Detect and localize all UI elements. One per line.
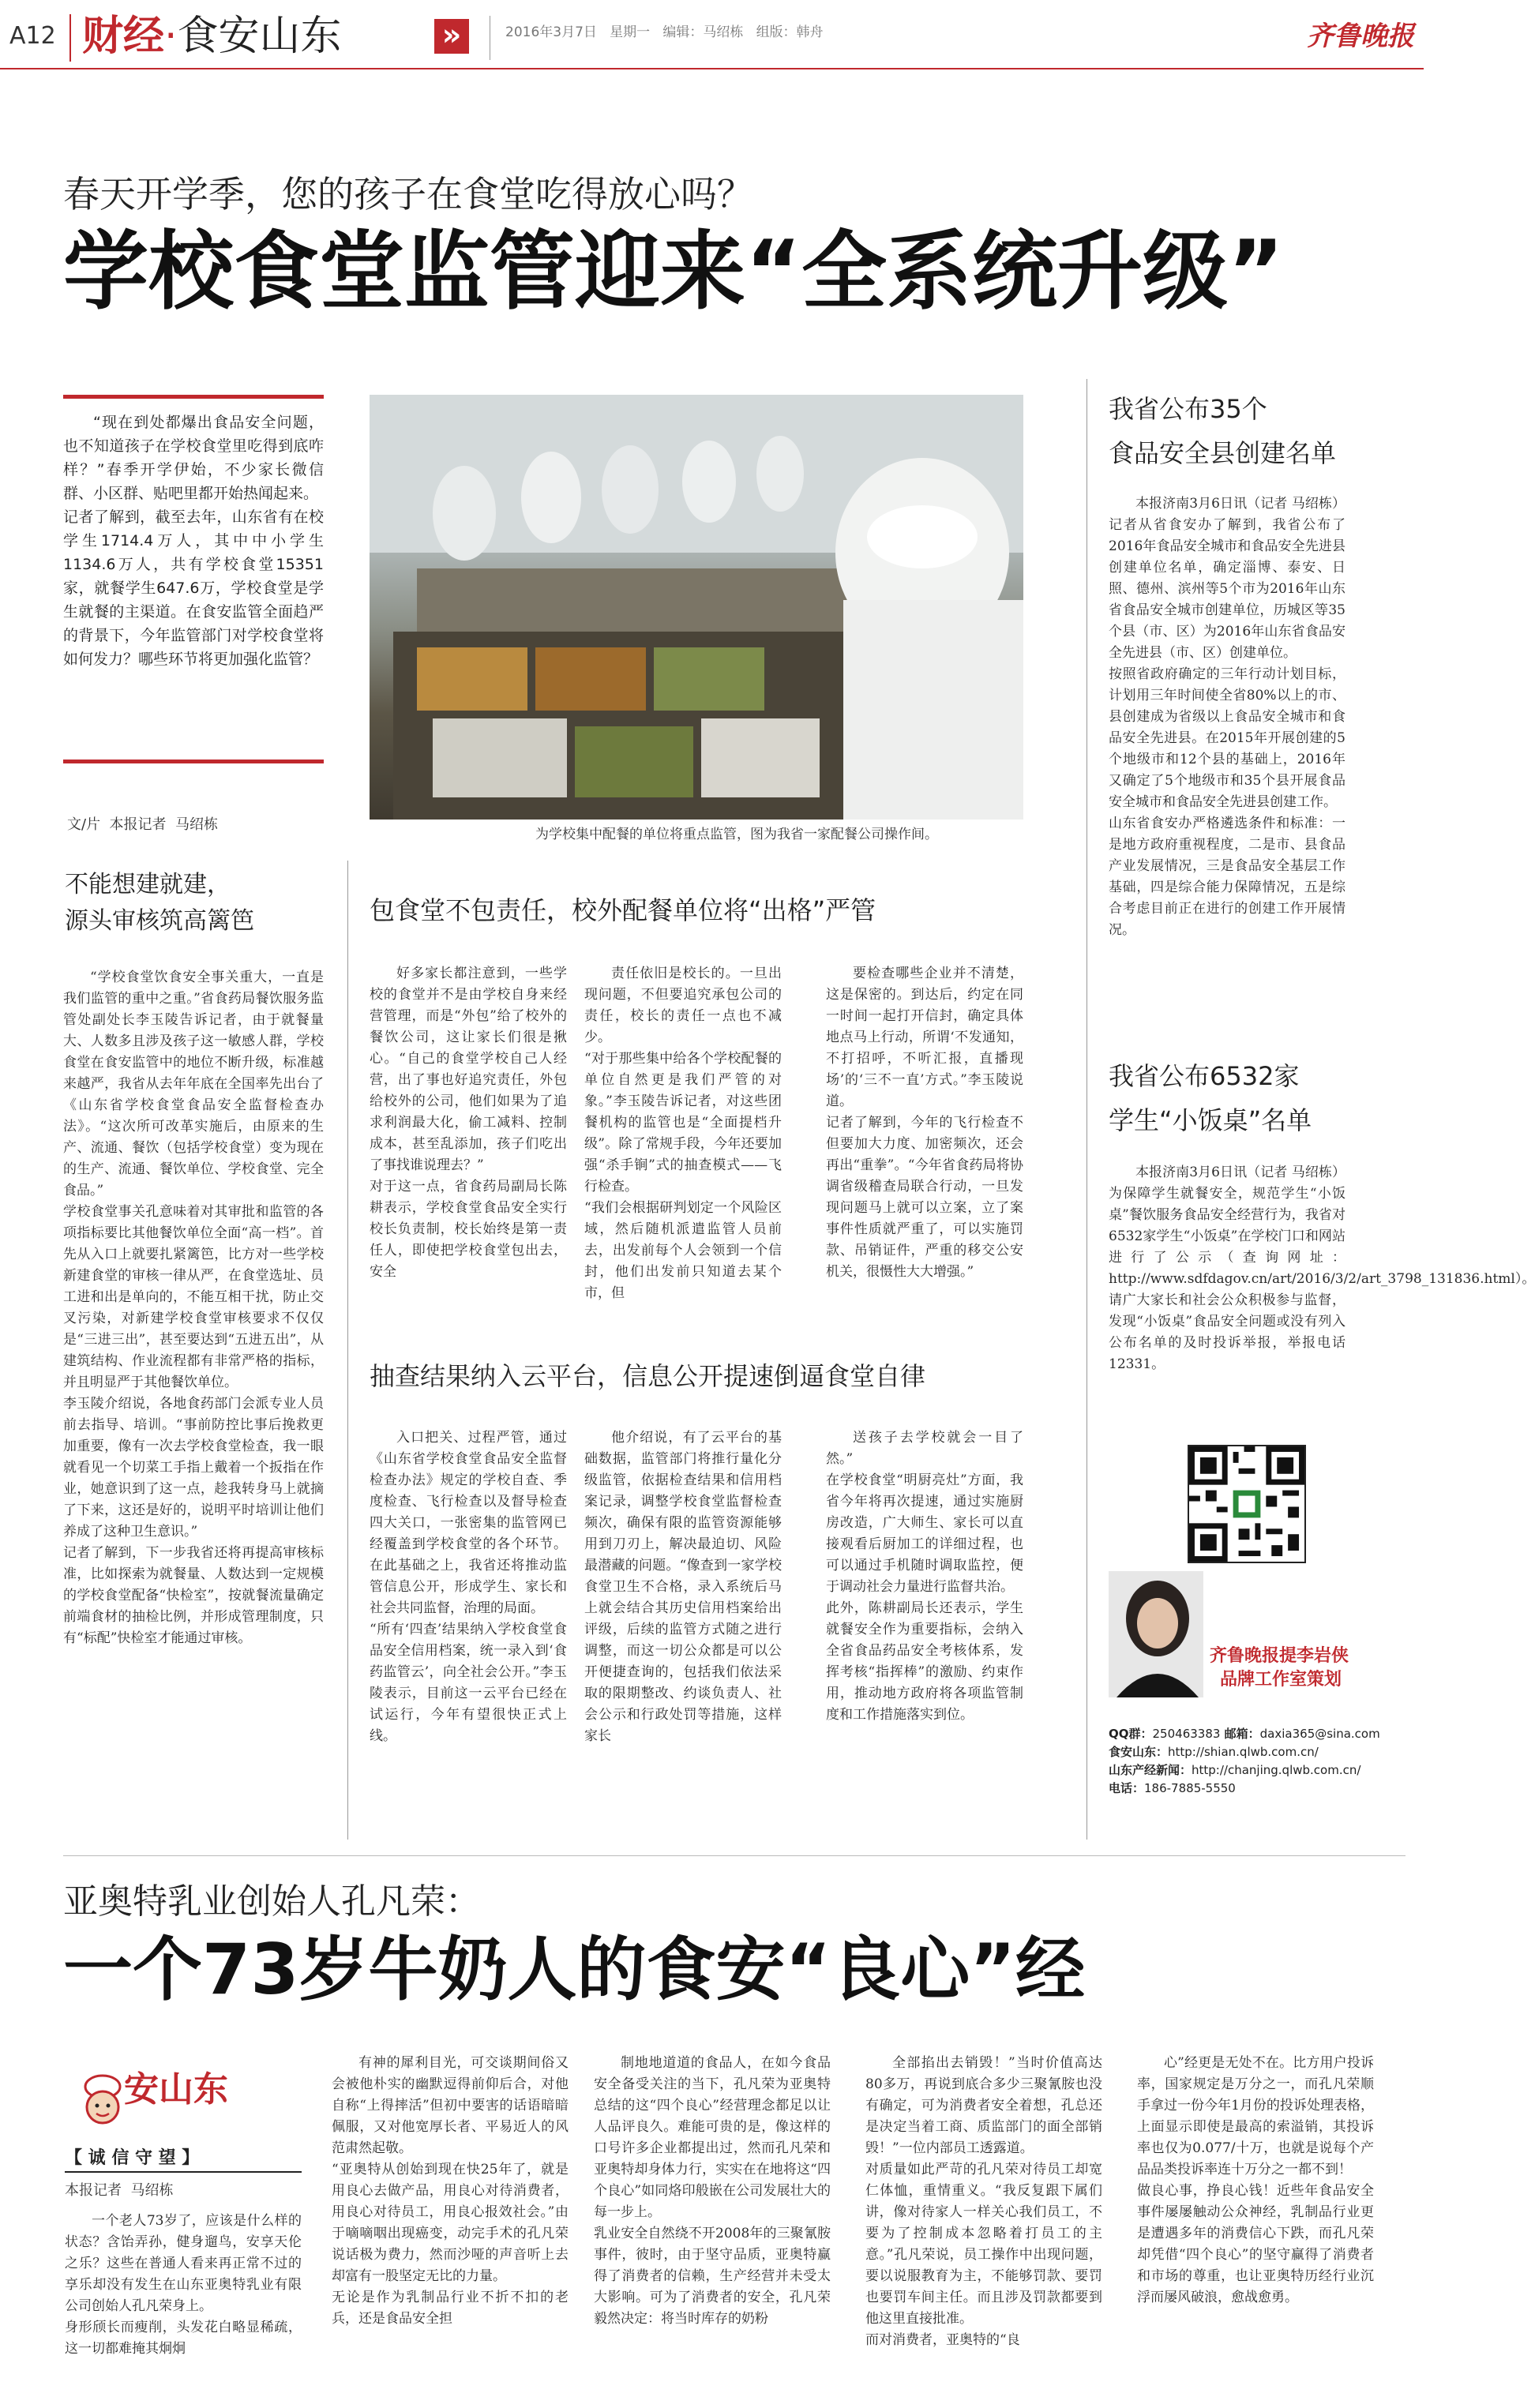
page-number: A12: [9, 22, 56, 50]
phone-number[interactable]: 186-7885-5550: [1144, 1781, 1236, 1795]
sidebar-body-1: 本报济南3月6日讯（记者 马绍栋） 记者从省食安办了解到，我省公布了2016年食品安全城市和食品安全先进县创建单位名单，确定淄博、泰安、日照、德州、滨州等5个市为2016年山东省食品安全城市创建单位，历城区等35个县（市、区）为2016年山东省食品安全先进县（市、区）创建单位。 按照省政府确定的三年行动计划目标，计划用三年时间使全省80%以上的市、县创建成为省级以上食品安全城市和食品安全先进县。在2015年开展创建的5个地级市和12个县的基础上，2016年又确定了5个地级市和35个县开展食品安全城市和食品安全先进县创建工作。 山东省食安办严格遴选条件和标准：一是地方政府重视程度，二是市、县食品产业发展情况，三是食品安全基层工作基础，四是综合能力保障情况，五是综合考虑目前正在进行的创建工作开展情况。: [1109, 496, 1345, 938]
lead-box: [63, 395, 324, 766]
double-arrow-icon: »: [434, 19, 469, 54]
contact-site-1: 食安山东：http://shian.qlwb.com.cn/: [1109, 1745, 1319, 1759]
bottom-kicker: 亚奥特乳业创始人孔凡荣：: [63, 1881, 480, 1922]
bottom-body-col-3: 制地地道道的食品人，在如今食品安全备受关注的当下，孔凡荣为亚奥特总结的这“四个良心”经营理念都足以让人品评良久。难能可贵的是，像这样的口号许多企业都提出过，然而孔凡荣和亚奥特却身体力行，实实在在地将这“四个良心”如同烙印般嵌在公司发展壮大的每一步上。 乳业安全自然绕不开2008年的三聚氰胺事件，彼时，由于坚守品质，亚奥特赢得了消费者的信赖，生产经营并未受太大影响。可为了消费者的安全，孔凡荣毅然决定：将当时库存的奶粉: [594, 2055, 831, 2327]
photo-caption: 为学校集中配餐的单位将重点监管，图为我省一家配餐公司操作间。: [535, 827, 938, 842]
food-safety-badge: [75, 2065, 296, 2136]
bottom-body-col-2: 有神的犀利目光，可交谈期间俗又会被他朴实的幽默逗得前仰后合，对他自称“上得摔活”但初中要害的话语暗暗佩服，又对他宽厚长者、平易近人的风范肃然起敬。 “亚奥特从创始到现在快25年了，就是用良心去做产品，用良心对待消费者，用良心对待员工，用良心报效社会。”由于嘀嘀咽出现癌变，动完手术的孔凡荣说话极为费力，然而沙哑的声音听上去却富有一股坚定无比的力量。 无论是作为乳制品行业不折不扣的老兵，还是食品安全担: [332, 2055, 569, 2327]
contact-site-2: 山东产经新闻：http://chanjing.qlwb.com.cn/: [1109, 1763, 1361, 1777]
email-link[interactable]: daxia365@sina.com: [1259, 1727, 1380, 1741]
badge-underline: [65, 2171, 302, 2173]
contact-tel: 电话：186-7885-5550: [1109, 1781, 1236, 1795]
bottom-body-col-4: 全部掐出去销毁！”当时价值高达80多万，再说到底合多少三聚氰胺也没有确定，可为消费者安全着想，孔总还是决定当着工商、质监部门的面全部销毁！”一位内部员工透露道。 对质量如此严苛的孔凡荣对待员工却宽仁体恤，重情重义。“我反复跟下属们讲，像对待家人一样关心我们员工，不要为了控制成本忽略着打员工的主意。”孔凡荣说，员工操作中出现问题，要以说服教育为主，不能够罚款、要罚也要罚车间主任。而且涉及罚款都要到他这里直接批准。 而对消费者，亚奥特的“良: [865, 2055, 1102, 2348]
layout-credit: 组版：韩舟: [756, 24, 824, 40]
vertical-rule-main: [347, 861, 348, 1840]
section-dot: ·: [164, 13, 178, 60]
header-rule: [0, 68, 1424, 69]
editor-credit: 编辑：马绍栋: [662, 24, 744, 40]
section-title: [82, 13, 342, 60]
lead-top-rule: [63, 395, 324, 399]
studio-name-line-2: 品牌工作室策划: [1220, 1670, 1342, 1690]
main-byline: 文/片 本报记者 马绍栋: [67, 816, 218, 833]
main-body-col-7: 送孩子去学校就会一目了然。” 在学校食堂“明厨亮灶”方面，我省今年将再次提速，通过实施厨房改造，广大师生、家长可以直接观看后厨加工的详细过程，也可以通过手机随时调取监控，便于调动社会力量进行监督共治。 此外，陈耕副局长还表示，学生就餐安全作为重要指标，会纳入全省食品药品安全考核体系，发挥考核“指挥棒”的激励、约束作用，推动地方政府将各项监管制度和工作措施落实到位。: [826, 1430, 1023, 1723]
main-headline: 学校食堂监管迎来“全系统升级”: [63, 223, 1284, 321]
page-header: [0, 0, 1424, 69]
studio-name-line-1: 齐鲁晚报提李岩侠: [1210, 1646, 1349, 1666]
newspaper-logo: 齐鲁晚报: [1307, 21, 1414, 52]
main-body-col-5: 入口把关、过程严管，通过《山东省学校食堂食品安全监督检查办法》规定的学校自查、季度检查、飞行检查以及督导检查四大关口，一张密集的监管网已经覆盖到学校食堂的各个环节。在此基础之上，我省还将推动监管信息公开，形成学生、家长和社会共同监督，治理的局面。 “所有‘四查’结果纳入学校食堂食品安全信用档案，统一录入到‘食药监管云’，向全社会公开。”李玉陵表示，目前这一云平台已经在试运行，今年有望很快正式上线。: [370, 1430, 567, 1744]
lead-text: “现在到处都爆出食品安全问题，也不知道孩子在学校食堂里吃得到底咋样？”春季开学伊始，不少家长微信群、小区群、贴吧里都开始热闻起来。 记者了解到，截至去年，山东省有在校学生1714.4万人，其中中小学生1134.6万人，共有学校食堂15351家，就餐学生647.6万，学校食堂是学生就餐的主渠道。在食安监管全面趋严的背景下，今年监管部门对学校食堂将如何发力？哪些环节将更加强化监管？: [63, 414, 324, 668]
main-body-col-2: 好多家长都注意到，一些学校的食堂并不是由学校自身来经营管理，而是“外包”给了校外的餐饮公司，这让家长们很是揪心。“自己的食堂学校自己人经营，出了事也好追究责任，外包给校外的公司，他们如果为了追求利润最大化，偷工减料、控制成本，甚至乱添加，孩子们吃出了事找谁说理去？” 对于这一点，省食药局副局长陈耕表示，学校食堂食品安全实行校长负责制，校长始终是第一责任人，即使把学校食堂包出去，安全: [370, 966, 567, 1280]
kitchen-photo: [370, 395, 1023, 820]
lead-bottom-rule: [63, 760, 324, 763]
subhead-cloud-platform: 抽查结果纳入云平台，信息公开提速倒逼食堂自律: [370, 1361, 926, 1391]
header-meta: [505, 21, 824, 40]
bottom-headline: 一个73岁牛奶人的食安“良心”经: [63, 1929, 1086, 2010]
chef-icon: [75, 2071, 130, 2129]
main-body-col-4: 要检查哪些企业并不清楚，这是保密的。到达后，约定在同一时间一起打开信封，确定具体地点马上行动，所谓‘不发通知，不打招呼，不听汇报，直播现场’的‘三不一直’方式。”李玉陵说道。 记者了解到，今年的飞行检查不但要加大力度、加密频次，还会再出“重拳”。“今年省食药局将协调省级稽查局联合行动，一旦发现问题马上就可以立案，立了案事件性质就严重了，可以实施罚款、吊销证件，严重的移交公安机关，很慑性大大增强。”: [826, 966, 1023, 1280]
header-divider-1: [69, 14, 71, 62]
issue-weekday: 星期一: [610, 24, 651, 40]
issue-date: 2016年3月7日: [505, 24, 597, 40]
portrait-silhouette: [1109, 1571, 1203, 1697]
sidebar-headline-2: 我省公布6532家 学生“小饭桌”名单: [1109, 1061, 1312, 1135]
contact-qq-row: QQ群：250463383 邮箱：daxia365@sina.com: [1109, 1727, 1380, 1741]
main-body-col-6: 他介绍说，有了云平台的基础数据，监管部门将推行量化分级监管，依据检查结果和信用档案记录，调整学校食堂监督检查频次，确保有限的监管资源能够用到刀刃上，解决最迫切、风险最潜藏的问题。“像查到一家学校食堂卫生不合格，录入系统后马上就会结合其历史信用档案给出评级，后续的监管方式随之进行调整，而这一切公众都是可以公开便捷查询的，包括我们依法采取的限期整改、约谈负责人、社会公示和行政处罚等措施，这样家长: [584, 1430, 782, 1744]
sidebar-headline-1: 我省公布35个 食品安全县创建名单: [1109, 394, 1337, 468]
main-body-col-3: 责任依旧是校长的。一旦出现问题，不但要追究承包公司的责任，校长的责任一点也不减少。 “对于那些集中给各个学校配餐的单位自然更是我们严管的对象。”李玉陵告诉记者，对这些团餐机构的监管也是“全面提档升级”。除了常规手段，今年还要加强“杀手锏”式的抽查模式——飞行检查。 “我们会根据研判划定一个风险区域，然后随机派遣监管人员前去，出发前每个人会领到一个信封，他们出发前只知道去某个市，但: [584, 966, 782, 1301]
badge-title: 安山东: [124, 2069, 228, 2110]
contact-block: [1109, 1725, 1409, 1798]
section-separator: [63, 1855, 1406, 1856]
bottom-body-col-5: 心”经更是无处不在。比方用户投诉率，国家规定是万分之一，而孔凡荣顺手拿过一份今年1月份的投诉处理表格，上面显示即使是最高的索溢销，其投诉率也仅为0.077/十万，也就是说每个产品品类投诉率连十万分之一都不到！ 做良心事，挣良心钱！近些年食品安全事件屡屡触动公众神经，乳制品行业更是遭遇多年的消费信心下跌，而孔凡荣却凭借“四个良心”的坚守赢得了消费者和市场的尊重，也让亚奥特历经行业沉浮而屡风破浪，愈战愈勇。: [1137, 2055, 1374, 2305]
main-body-col-1: “学校食堂饮食安全事关重大，一直是我们监管的重中之重。”省食药局餐饮服务监管处副处长李玉陵告诉记者，由于就餐量大、人数多且涉及孩子这一敏感人群，学校食堂在食安监管中的地位不断升级，标准越来越严，我省从去年年底在全国率先出台了《山东省学校食堂食品安全监督检查办法》。“这次所可改革实施后，由原来的生产、流通、餐饮（包括学校食堂）变为现在的生产、流通、餐饮单位、学校食堂、完全食品。” 学校食堂事关孔意味着对其审批和监管的各项指标要比其他餐饮单位全面“高一档”。首先从入口上就要扎紧篱笆，比方对一些学校新建食堂的审核一律从严，在食堂选址、员工进和出是单向的，不能互相干扰，防止交叉污染，对新建学校食堂审核要求不仅仅是“三进三出”，甚至要达到“五进五出”，从建筑结构、作业流程都有非常严格的指标，并且明显严于其他餐饮单位。 李玉陵介绍说，各地食药部门会派专业人员前去指导、培训。“事前防控比事后挽救更加重要，像有一次去学校食堂检查，我一眼就看见一个切菜工手指上戴着一个扳指在作业，她意识到了这一点，趁我转身马上就摘了下来，这还是好的，说明平时培训让他们养成了这种卫生意识。” 记者了解到，下一步我省还将再提高审核标准，比如探索为就餐量、人数达到一定规模的学校食堂配备“快检室”，按就餐流量确定前端食材的抽检比例，并形成管理制度，只有“标配”快检室才能通过审核。: [63, 970, 324, 1646]
subhead-outsourced-catering: 包食堂不包责任，校外配餐单位将“出格”严管: [370, 895, 876, 925]
bottom-body-col-1: 一个老人73岁了，应该是什么样的状态？含饴弄孙，健身遛鸟，安享天伦之乐？这些在普通人看来再正常不过的享乐却没有发生在山东亚奥特乳业有限公司创始人孔凡荣身上。 身形颀长而瘦削，头发花白略显稀疏，这一切都难掩其炯炯: [65, 2213, 302, 2357]
qr-code-pattern: [1189, 1446, 1304, 1562]
kitchen-scene-illustration: [370, 395, 1023, 820]
qr-code[interactable]: [1188, 1445, 1306, 1563]
site-link-chanjing[interactable]: http://chanjing.qlwb.com.cn/: [1192, 1763, 1361, 1777]
editor-portrait: [1109, 1571, 1203, 1697]
main-kicker: 春天开学季，您的孩子在食堂吃得放心吗？: [63, 173, 753, 216]
bottom-byline: 本报记者 马绍栋: [65, 2182, 174, 2199]
section-main: 财经: [82, 13, 165, 60]
site-link-shian[interactable]: http://shian.qlwb.com.cn/: [1168, 1745, 1319, 1759]
qq-number[interactable]: 250463383: [1152, 1727, 1221, 1741]
badge-subtitle: 【 诚 信 守 望 】: [65, 2148, 200, 2168]
section-sub: 食安山东: [177, 13, 342, 60]
sidebar-body-2: 本报济南3月6日讯（记者 马绍栋） 为保障学生就餐安全，规范学生“小饭桌”餐饮服务食品安全经营行为，我省对6532家学生“小饭桌”在学校门口和网站进行了公示（查询网址：http://www.sdfdagov.cn/art/2016/3/2/art_3798_131836.html）。请广大家长和社会公众积极参与监督，发现“小饭桌”食品安全问题或没有列入公布名单的及时投诉举报，举报电话12331。: [1109, 1165, 1535, 1372]
subhead-source-review: 不能想建就建， 源头审核筑高篱笆: [65, 871, 254, 935]
